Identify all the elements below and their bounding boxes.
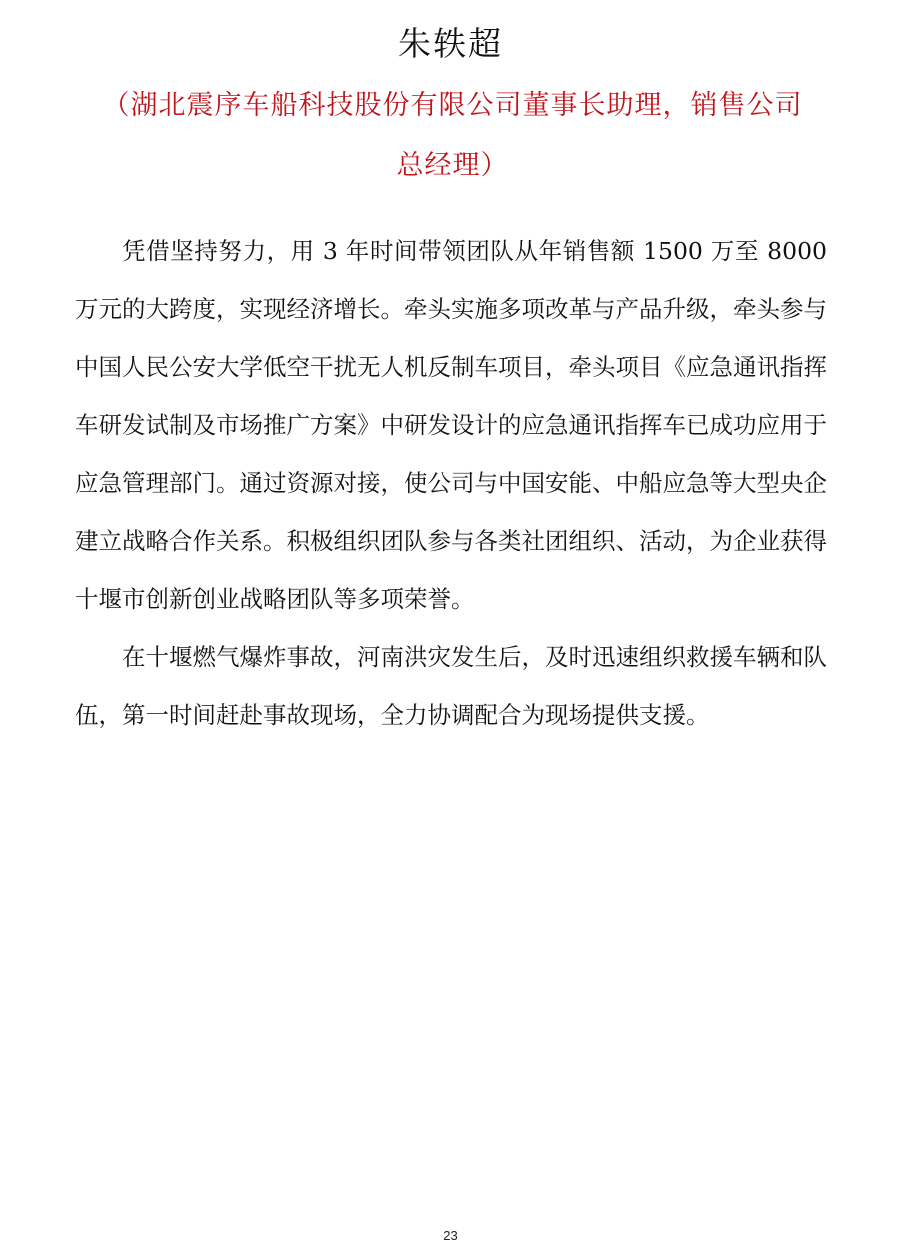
paragraph: 在十堰燃气爆炸事故，河南洪灾发生后，及时迅速组织救援车辆和队伍，第一时间赶赴事故现场，全力协调配合为现场提供支援。 bbox=[75, 643, 827, 729]
paragraph: 凭借坚持努力，用 3 年时间带领团队从年销售额 1500 万至 8000 万元的大跨度，实现经济增长。牵头实施多项改革与产品升级，牵头参与中国人民公安大学低空干扰无人机反制车项目，牵头项目《应急通讯指挥车研发试制及市场推广方案》中研发设计的应急通讯指挥车已成功应用于应急管理部门。通过资源对接，使公司与中国安能、中船应急等大型央企建立战略合作关系。积极组织团队参与各类社团组织、活动，为企业获得十堰市创新创业战略团队等多项荣誉。 bbox=[75, 237, 827, 613]
page-number: 23 bbox=[443, 1228, 458, 1243]
body-text bbox=[75, 222, 827, 744]
person-name: 朱轶超 bbox=[398, 24, 503, 63]
person-title: （湖北震序车船科技股份有限公司董事长助理，销售公司总经理） bbox=[102, 90, 803, 181]
